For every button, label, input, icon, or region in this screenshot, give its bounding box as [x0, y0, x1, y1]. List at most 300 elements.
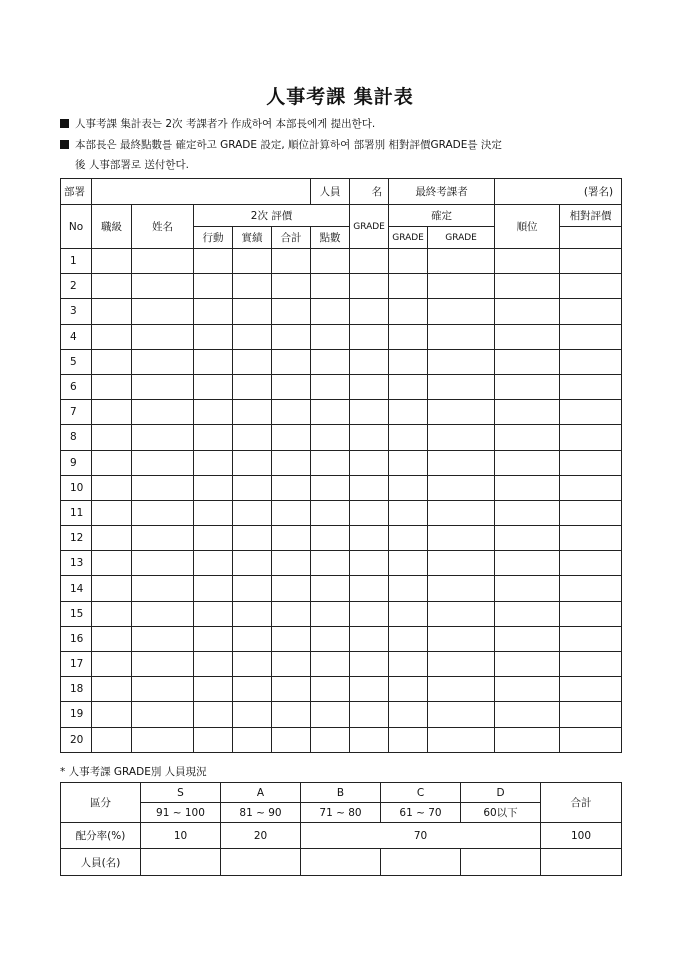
table-cell[interactable]: [560, 400, 622, 425]
table-body: [61, 249, 622, 753]
table-row: [61, 324, 622, 349]
table-cell[interactable]: [495, 702, 560, 727]
table-cell[interactable]: [194, 551, 233, 576]
table-cell[interactable]: [132, 400, 194, 425]
ratio-a: 20: [221, 823, 301, 849]
table-cell[interactable]: [311, 551, 350, 576]
note-text-1: 人事考課 集計表는 2次 考課者가 作成하여 本部長에게 提出한다.: [75, 118, 376, 130]
table-cell[interactable]: [495, 576, 560, 601]
table-cell[interactable]: [495, 349, 560, 374]
table-cell[interactable]: [428, 349, 495, 374]
table-cell[interactable]: [132, 576, 194, 601]
table-cell[interactable]: [560, 652, 622, 677]
note-text-2: 本部長은 最終點數를 確定하고 GRADE 設定, 順位計算하여 部署別 相對評價GRADE를 決定: [75, 139, 502, 151]
table-cell[interactable]: [389, 249, 428, 274]
table-cell[interactable]: [311, 652, 350, 677]
table-cell[interactable]: [233, 349, 272, 374]
grade-b: B: [301, 783, 381, 803]
table-cell[interactable]: [560, 576, 622, 601]
table-cell[interactable]: [132, 475, 194, 500]
table-cell[interactable]: [132, 324, 194, 349]
table-cell[interactable]: [350, 274, 389, 299]
table-cell[interactable]: [272, 702, 311, 727]
row-number: 10: [61, 475, 92, 500]
table-cell[interactable]: [389, 324, 428, 349]
table-cell[interactable]: [272, 727, 311, 752]
table-cell[interactable]: [428, 324, 495, 349]
table-cell[interactable]: [272, 601, 311, 626]
table-cell[interactable]: [560, 677, 622, 702]
table-cell[interactable]: [272, 551, 311, 576]
headcount-row: [61, 849, 622, 876]
table-cell[interactable]: [233, 425, 272, 450]
table-cell[interactable]: [311, 500, 350, 525]
table-cell[interactable]: [311, 299, 350, 324]
table-cell[interactable]: [350, 626, 389, 651]
row-number: 18: [61, 677, 92, 702]
instruction-note-2: [60, 137, 502, 152]
table-cell[interactable]: [272, 374, 311, 399]
page-title: 人事考課 集計表: [266, 86, 414, 108]
table-cell[interactable]: [350, 349, 389, 374]
table-cell[interactable]: [389, 626, 428, 651]
table-cell[interactable]: [495, 274, 560, 299]
table-cell[interactable]: [428, 727, 495, 752]
table-cell[interactable]: [311, 349, 350, 374]
table-cell[interactable]: [311, 324, 350, 349]
table-cell[interactable]: [350, 551, 389, 576]
table-cell[interactable]: [428, 425, 495, 450]
table-cell[interactable]: [194, 299, 233, 324]
col-no: No: [61, 205, 92, 249]
range-s: 91 ~ 100: [141, 803, 221, 823]
table-cell[interactable]: [272, 400, 311, 425]
table-cell[interactable]: [233, 299, 272, 324]
grade-status-title: * 人事考課 GRADE別 人員現況: [60, 766, 207, 778]
table-cell[interactable]: [194, 576, 233, 601]
col-confirmed-grade: GRADE: [389, 227, 428, 249]
row-number: 13: [61, 551, 92, 576]
table-cell[interactable]: [389, 576, 428, 601]
range-a: 81 ~ 90: [221, 803, 301, 823]
table-cell[interactable]: [428, 500, 495, 525]
table-cell[interactable]: [311, 450, 350, 475]
table-cell[interactable]: [495, 374, 560, 399]
table-cell[interactable]: [194, 400, 233, 425]
row-number: 12: [61, 526, 92, 551]
table-cell[interactable]: [311, 425, 350, 450]
table-cell[interactable]: [560, 500, 622, 525]
table-cell[interactable]: [194, 677, 233, 702]
table-cell[interactable]: [560, 702, 622, 727]
table-cell[interactable]: [92, 349, 132, 374]
table-cell[interactable]: [92, 374, 132, 399]
table-cell[interactable]: [495, 601, 560, 626]
table-cell[interactable]: [194, 324, 233, 349]
row-number: 20: [61, 727, 92, 752]
table-cell[interactable]: [560, 475, 622, 500]
table-row: [61, 677, 622, 702]
table-cell[interactable]: [495, 400, 560, 425]
table-cell[interactable]: [132, 500, 194, 525]
headcount-d-cell[interactable]: [461, 849, 541, 876]
table-cell[interactable]: [389, 677, 428, 702]
table-cell[interactable]: [92, 526, 132, 551]
table-cell[interactable]: [233, 324, 272, 349]
table-cell[interactable]: [389, 274, 428, 299]
headcount-total-cell[interactable]: [541, 849, 622, 876]
personnel-count-unit: 名: [350, 179, 389, 205]
table-cell[interactable]: [92, 551, 132, 576]
table-cell[interactable]: [389, 526, 428, 551]
table-cell[interactable]: [350, 702, 389, 727]
col-blank-2: [560, 227, 622, 249]
table-cell[interactable]: [495, 551, 560, 576]
table-cell[interactable]: [311, 576, 350, 601]
table-cell[interactable]: [132, 601, 194, 626]
table-cell[interactable]: [311, 475, 350, 500]
ratio-row: [61, 823, 622, 849]
table-cell[interactable]: [350, 324, 389, 349]
table-cell[interactable]: [311, 274, 350, 299]
col-behavior: 行動: [194, 227, 233, 249]
table-cell[interactable]: [428, 677, 495, 702]
table-cell[interactable]: [194, 526, 233, 551]
table-cell[interactable]: [132, 274, 194, 299]
table-cell[interactable]: [311, 702, 350, 727]
table-cell[interactable]: [194, 727, 233, 752]
table-cell[interactable]: [92, 702, 132, 727]
table-cell[interactable]: [272, 274, 311, 299]
table-cell[interactable]: [233, 274, 272, 299]
table-cell[interactable]: [233, 450, 272, 475]
row-number: 14: [61, 576, 92, 601]
table-cell[interactable]: [350, 374, 389, 399]
row-number: 1: [61, 249, 92, 274]
table-cell[interactable]: [350, 425, 389, 450]
table-cell[interactable]: [428, 299, 495, 324]
table-cell[interactable]: [560, 727, 622, 752]
table-row: [61, 526, 622, 551]
table-cell[interactable]: [428, 450, 495, 475]
table-cell[interactable]: [132, 299, 194, 324]
table-cell[interactable]: [272, 450, 311, 475]
headcount-c-cell[interactable]: [381, 849, 461, 876]
table-row: [61, 727, 622, 752]
table-cell[interactable]: [350, 601, 389, 626]
table-cell[interactable]: [233, 727, 272, 752]
table-cell[interactable]: [350, 576, 389, 601]
table-cell[interactable]: [350, 727, 389, 752]
grade-header-row: [61, 783, 622, 803]
table-cell[interactable]: [495, 526, 560, 551]
table-cell[interactable]: [495, 500, 560, 525]
table-cell[interactable]: [560, 526, 622, 551]
table-cell[interactable]: [495, 727, 560, 752]
table-cell[interactable]: [428, 274, 495, 299]
range-d: 60以下: [461, 803, 541, 823]
table-cell[interactable]: [272, 652, 311, 677]
ratio-bcd: 70: [301, 823, 541, 849]
table-cell[interactable]: [92, 677, 132, 702]
dept-value-cell[interactable]: [92, 179, 311, 205]
table-cell[interactable]: [132, 450, 194, 475]
table-cell[interactable]: [389, 400, 428, 425]
table-cell[interactable]: [194, 601, 233, 626]
table-cell[interactable]: [428, 249, 495, 274]
table-cell[interactable]: [132, 727, 194, 752]
table-cell[interactable]: [92, 500, 132, 525]
table-row: [61, 274, 622, 299]
table-cell[interactable]: [194, 274, 233, 299]
grade-d: D: [461, 783, 541, 803]
table-cell[interactable]: [132, 626, 194, 651]
table-cell[interactable]: [311, 677, 350, 702]
table-cell[interactable]: [132, 425, 194, 450]
table-cell[interactable]: [428, 576, 495, 601]
table-cell[interactable]: [272, 425, 311, 450]
table-cell[interactable]: [428, 551, 495, 576]
table-cell[interactable]: [194, 249, 233, 274]
table-row: [61, 249, 622, 274]
ratio-label: 配分率(%): [61, 823, 141, 849]
table-cell[interactable]: [389, 425, 428, 450]
table-cell[interactable]: [389, 475, 428, 500]
square-bullet-icon: [60, 140, 69, 149]
table-cell[interactable]: [428, 626, 495, 651]
col-total: 合計: [272, 227, 311, 249]
table-cell[interactable]: [495, 626, 560, 651]
table-cell[interactable]: [495, 299, 560, 324]
table-cell[interactable]: [272, 576, 311, 601]
table-cell[interactable]: [350, 677, 389, 702]
col-relative-eval: 相對評價: [560, 205, 622, 227]
headcount-a-cell[interactable]: [221, 849, 301, 876]
table-cell[interactable]: [389, 349, 428, 374]
row-number: 9: [61, 450, 92, 475]
table-cell[interactable]: [350, 475, 389, 500]
table-cell[interactable]: [350, 450, 389, 475]
table-cell[interactable]: [389, 374, 428, 399]
table-row: [61, 450, 622, 475]
table-cell[interactable]: [272, 526, 311, 551]
table-cell[interactable]: [350, 500, 389, 525]
column-header-row-1: [61, 205, 622, 227]
table-cell[interactable]: [272, 324, 311, 349]
table-cell[interactable]: [194, 475, 233, 500]
table-cell[interactable]: [495, 677, 560, 702]
table-cell[interactable]: [92, 576, 132, 601]
table-cell[interactable]: [132, 702, 194, 727]
table-cell[interactable]: [389, 601, 428, 626]
col-performance: 實績: [233, 227, 272, 249]
table-cell[interactable]: [311, 374, 350, 399]
table-cell[interactable]: [92, 400, 132, 425]
table-cell[interactable]: [194, 349, 233, 374]
table-cell[interactable]: [233, 400, 272, 425]
instruction-note-1: [60, 116, 375, 131]
table-cell[interactable]: [194, 425, 233, 450]
table-cell[interactable]: [194, 374, 233, 399]
note-text-3: 後 人事部署로 送付한다.: [75, 159, 189, 171]
table-cell[interactable]: [495, 324, 560, 349]
row-number: 8: [61, 425, 92, 450]
table-cell[interactable]: [495, 652, 560, 677]
col-rank: 順位: [495, 205, 560, 249]
table-cell[interactable]: [233, 374, 272, 399]
table-cell[interactable]: [311, 249, 350, 274]
table-cell[interactable]: [233, 677, 272, 702]
ratio-total: 100: [541, 823, 622, 849]
table-cell[interactable]: [132, 374, 194, 399]
table-cell[interactable]: [389, 702, 428, 727]
table-cell[interactable]: [132, 551, 194, 576]
row-number: 6: [61, 374, 92, 399]
table-cell[interactable]: [233, 500, 272, 525]
table-cell[interactable]: [92, 727, 132, 752]
table-cell[interactable]: [428, 702, 495, 727]
table-cell[interactable]: [194, 500, 233, 525]
table-cell[interactable]: [233, 526, 272, 551]
square-bullet-icon: [60, 119, 69, 128]
table-cell[interactable]: [92, 475, 132, 500]
table-cell[interactable]: [92, 652, 132, 677]
table-cell[interactable]: [311, 400, 350, 425]
table-cell[interactable]: [194, 652, 233, 677]
headcount-b-cell[interactable]: [301, 849, 381, 876]
table-row: [61, 374, 622, 399]
headcount-s-cell[interactable]: [141, 849, 221, 876]
table-cell[interactable]: [560, 274, 622, 299]
table-cell[interactable]: [233, 652, 272, 677]
table-cell[interactable]: [495, 475, 560, 500]
table-cell[interactable]: [194, 626, 233, 651]
table-cell[interactable]: [428, 652, 495, 677]
table-row: [61, 500, 622, 525]
row-number: 19: [61, 702, 92, 727]
table-cell[interactable]: [495, 450, 560, 475]
table-row: [61, 475, 622, 500]
table-row: [61, 626, 622, 651]
table-cell[interactable]: [560, 374, 622, 399]
table-cell[interactable]: [233, 601, 272, 626]
table-row: [61, 702, 622, 727]
table-cell[interactable]: [560, 324, 622, 349]
table-cell[interactable]: [272, 677, 311, 702]
table-cell[interactable]: [92, 601, 132, 626]
table-cell[interactable]: [428, 601, 495, 626]
table-cell[interactable]: [428, 475, 495, 500]
table-cell[interactable]: [560, 299, 622, 324]
table-cell[interactable]: [233, 626, 272, 651]
row-number: 3: [61, 299, 92, 324]
table-cell[interactable]: [311, 601, 350, 626]
table-cell[interactable]: [389, 551, 428, 576]
table-cell[interactable]: [350, 249, 389, 274]
table-cell[interactable]: [233, 475, 272, 500]
table-cell[interactable]: [194, 702, 233, 727]
table-cell[interactable]: [272, 299, 311, 324]
table-cell[interactable]: [92, 274, 132, 299]
table-cell[interactable]: [233, 702, 272, 727]
table-cell[interactable]: [92, 299, 132, 324]
table-cell[interactable]: [272, 349, 311, 374]
table-cell[interactable]: [560, 626, 622, 651]
table-cell[interactable]: [560, 551, 622, 576]
table-row: [61, 576, 622, 601]
table-cell[interactable]: [233, 576, 272, 601]
table-cell[interactable]: [92, 425, 132, 450]
col-name: 姓名: [132, 205, 194, 249]
table-cell[interactable]: [132, 652, 194, 677]
grade-a: A: [221, 783, 301, 803]
table-cell[interactable]: [428, 526, 495, 551]
table-row: [61, 425, 622, 450]
table-cell[interactable]: [311, 626, 350, 651]
row-number: 5: [61, 349, 92, 374]
table-cell[interactable]: [311, 526, 350, 551]
table-cell[interactable]: [92, 324, 132, 349]
col-score: 點數: [311, 227, 350, 249]
table-cell[interactable]: [272, 249, 311, 274]
table-cell[interactable]: [560, 349, 622, 374]
row-number: 16: [61, 626, 92, 651]
table-cell[interactable]: [560, 601, 622, 626]
table-cell[interactable]: [495, 249, 560, 274]
table-cell[interactable]: [428, 374, 495, 399]
ratio-s: 10: [141, 823, 221, 849]
col-confirmed: 確定: [389, 205, 495, 227]
table-cell[interactable]: [272, 500, 311, 525]
table-cell[interactable]: [132, 349, 194, 374]
table-cell[interactable]: [233, 249, 272, 274]
table-cell[interactable]: [132, 526, 194, 551]
range-c: 61 ~ 70: [381, 803, 461, 823]
table-cell[interactable]: [389, 299, 428, 324]
table-cell[interactable]: [389, 727, 428, 752]
table-row: [61, 299, 622, 324]
table-cell[interactable]: [132, 249, 194, 274]
table-cell[interactable]: [389, 500, 428, 525]
table-cell[interactable]: [350, 400, 389, 425]
table-cell[interactable]: [272, 626, 311, 651]
table-cell[interactable]: [560, 249, 622, 274]
table-cell[interactable]: [350, 526, 389, 551]
table-cell[interactable]: [560, 450, 622, 475]
table-cell[interactable]: [495, 425, 560, 450]
row-number: 15: [61, 601, 92, 626]
table-cell[interactable]: [233, 551, 272, 576]
headcount-label: 人員(名): [61, 849, 141, 876]
table-cell[interactable]: [389, 450, 428, 475]
table-cell[interactable]: [132, 677, 194, 702]
table-cell[interactable]: [560, 425, 622, 450]
table-cell[interactable]: [194, 450, 233, 475]
table-cell[interactable]: [92, 450, 132, 475]
table-cell[interactable]: [92, 249, 132, 274]
table-cell[interactable]: [428, 400, 495, 425]
table-cell[interactable]: [350, 299, 389, 324]
table-cell[interactable]: [350, 652, 389, 677]
table-cell[interactable]: [311, 727, 350, 752]
row-number: 11: [61, 500, 92, 525]
table-cell[interactable]: [389, 652, 428, 677]
table-cell[interactable]: [272, 475, 311, 500]
row-number: 2: [61, 274, 92, 299]
col-relative-grade: GRADE: [428, 227, 495, 249]
signature-cell[interactable]: (署名): [495, 179, 622, 205]
table-cell[interactable]: [92, 626, 132, 651]
